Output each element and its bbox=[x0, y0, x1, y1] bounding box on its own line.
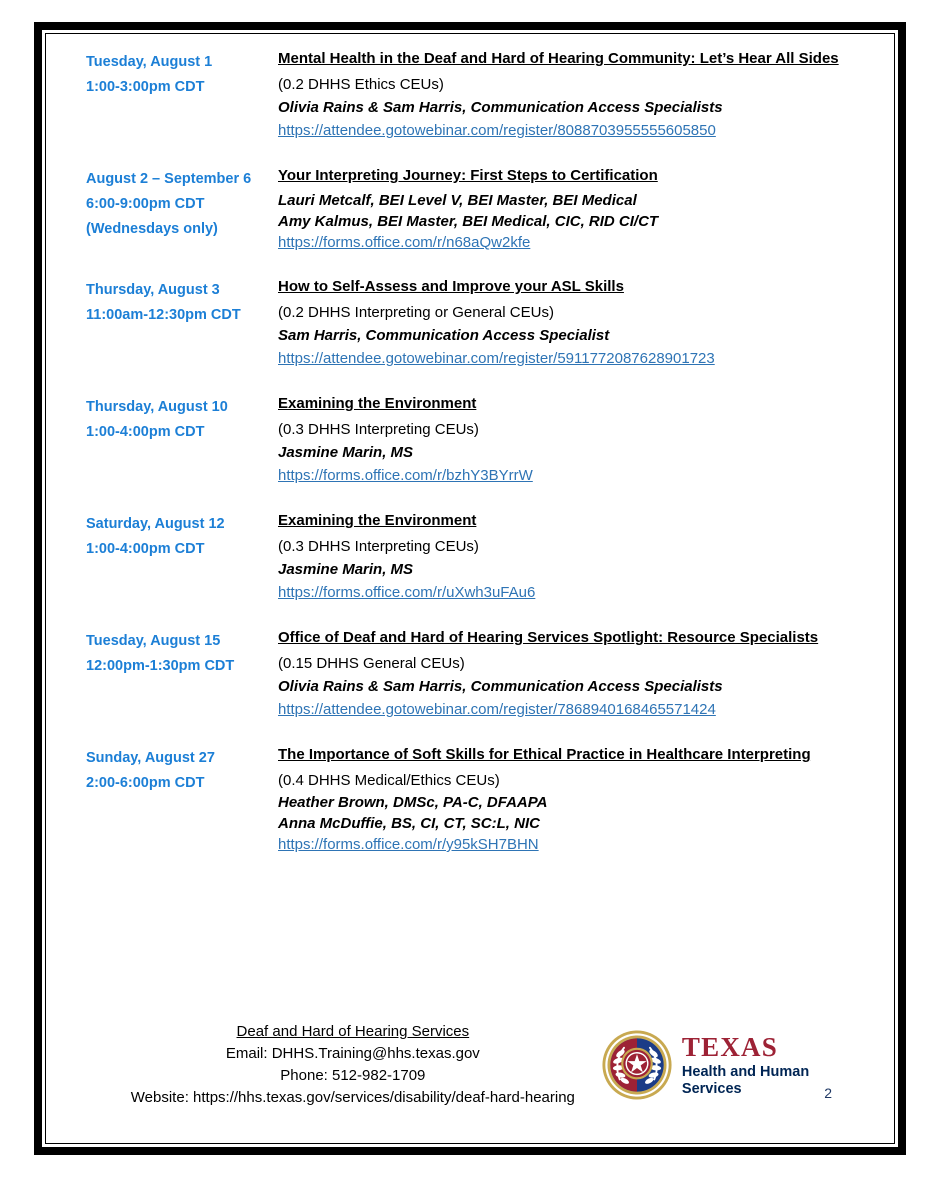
event-list bbox=[86, 48, 876, 856]
event-title: Mental Health in the Deaf and Hard of Hearing Community: Let’s Hear All Sides bbox=[278, 50, 839, 67]
page-footer bbox=[46, 1021, 894, 1109]
event-row bbox=[86, 627, 876, 722]
texas-state-seal-icon bbox=[601, 1029, 673, 1101]
event-when-line: Tuesday, August 15 bbox=[86, 633, 221, 649]
event-presenter: Amy Kalmus, BEI Master, BEI Medical, CIC, RID CI/CT bbox=[278, 213, 659, 230]
event-row bbox=[86, 393, 876, 488]
footer-row bbox=[46, 1021, 894, 1109]
event-presenter: Jasmine Marin, MS bbox=[278, 561, 414, 578]
event-details bbox=[278, 165, 876, 254]
page-inner-border bbox=[45, 33, 895, 1144]
event-details bbox=[278, 510, 876, 605]
footer-contact-block bbox=[131, 1021, 575, 1109]
event-date-time bbox=[86, 510, 278, 562]
texas-hhs-logo bbox=[601, 1029, 809, 1101]
event-title: Examining the Environment bbox=[278, 512, 477, 529]
logo-line1-text: Health and Human bbox=[681, 1063, 810, 1080]
event-when-line: Saturday, August 12 bbox=[86, 516, 225, 532]
footer-website: Website: https://hhs.texas.gov/services/disability/deaf-hard-hearing bbox=[130, 1089, 575, 1106]
event-details bbox=[278, 627, 876, 722]
logo-texas-text: TEXAS bbox=[681, 1031, 778, 1062]
event-presenter: Jasmine Marin, MS bbox=[278, 444, 414, 461]
event-date-time bbox=[86, 276, 278, 328]
event-row bbox=[86, 276, 876, 371]
event-ceu-credits: (0.2 DHHS Interpreting or General CEUs) bbox=[278, 304, 554, 321]
event-date-time bbox=[86, 165, 278, 242]
footer-phone: Phone: 512-982-1709 bbox=[280, 1067, 426, 1084]
event-when-line: 12:00pm-1:30pm CDT bbox=[86, 658, 235, 674]
event-title: Examining the Environment bbox=[278, 395, 477, 412]
event-title: Office of Deaf and Hard of Hearing Services Spotlight: Resource Specialists bbox=[278, 629, 819, 646]
event-ceu-credits: (0.3 DHHS Interpreting CEUs) bbox=[278, 538, 479, 555]
event-details bbox=[278, 276, 876, 371]
event-title: Your Interpreting Journey: First Steps to Certification bbox=[278, 167, 658, 184]
event-when-line: (Wednesdays only) bbox=[86, 221, 218, 237]
logo-line2-text: Services bbox=[681, 1081, 742, 1097]
event-when-line: Thursday, August 10 bbox=[86, 399, 228, 415]
event-row bbox=[86, 165, 876, 254]
footer-organization: Deaf and Hard of Hearing Services bbox=[236, 1023, 470, 1040]
event-ceu-credits: (0.3 DHHS Interpreting CEUs) bbox=[278, 421, 479, 438]
logo-wordmark bbox=[681, 1031, 810, 1097]
event-row bbox=[86, 510, 876, 605]
event-details bbox=[278, 393, 876, 488]
event-presenter: Sam Harris, Communication Access Specialist bbox=[278, 327, 610, 344]
event-when-line: 2:00-6:00pm CDT bbox=[86, 775, 205, 791]
event-details bbox=[278, 48, 876, 143]
event-when-line: August 2 – September 6 bbox=[86, 171, 252, 187]
page-content bbox=[46, 34, 894, 1143]
event-date-time bbox=[86, 627, 278, 679]
event-registration-link[interactable]: https://attendee.gotowebinar.com/register/7868940168465571424 bbox=[278, 701, 716, 718]
event-when-line: 1:00-4:00pm CDT bbox=[86, 541, 205, 557]
event-title: How to Self-Assess and Improve your ASL Skills bbox=[278, 278, 624, 295]
event-registration-link[interactable]: https://forms.office.com/r/n68aQw2kfe bbox=[278, 234, 531, 251]
event-presenter: Anna McDuffie, BS, CI, CT, SC:L, NIC bbox=[278, 815, 540, 832]
event-when-line: Tuesday, August 1 bbox=[86, 54, 213, 70]
event-details bbox=[278, 744, 876, 856]
event-date-time bbox=[86, 393, 278, 445]
event-ceu-credits: (0.4 DHHS Medical/Ethics CEUs) bbox=[278, 772, 500, 789]
event-registration-link[interactable]: https://attendee.gotowebinar.com/register/8088703955555605850 bbox=[278, 122, 716, 139]
event-date-time bbox=[86, 48, 278, 100]
event-title: The Importance of Soft Skills for Ethical Practice in Healthcare Interpreting bbox=[278, 746, 811, 763]
event-when-line: Thursday, August 3 bbox=[86, 282, 220, 298]
event-registration-link[interactable]: https://forms.office.com/r/y95kSH7BHN bbox=[278, 836, 539, 853]
event-presenter: Heather Brown, DMSc, PA-C, DFAAPA bbox=[278, 794, 548, 811]
event-ceu-credits: (0.2 DHHS Ethics CEUs) bbox=[278, 76, 444, 93]
event-when-line: 1:00-4:00pm CDT bbox=[86, 424, 205, 440]
event-when-line: 6:00-9:00pm CDT bbox=[86, 196, 205, 212]
event-presenter: Olivia Rains & Sam Harris, Communication Access Specialists bbox=[278, 99, 723, 116]
event-date-time bbox=[86, 744, 278, 796]
footer-email: Email: DHHS.Training@hhs.texas.gov bbox=[225, 1045, 480, 1062]
event-row bbox=[86, 744, 876, 856]
event-when-line: 1:00-3:00pm CDT bbox=[86, 79, 205, 95]
event-presenter: Olivia Rains & Sam Harris, Communication Access Specialists bbox=[278, 678, 723, 695]
event-when-line: Sunday, August 27 bbox=[86, 750, 215, 766]
event-presenter: Lauri Metcalf, BEI Level V, BEI Master, BEI Medical bbox=[278, 192, 637, 209]
event-registration-link[interactable]: https://forms.office.com/r/bzhY3BYrrW bbox=[278, 467, 533, 484]
event-registration-link[interactable]: https://attendee.gotowebinar.com/register/5911772087628901723 bbox=[278, 350, 715, 367]
event-row bbox=[86, 48, 876, 143]
event-registration-link[interactable]: https://forms.office.com/r/uXwh3uFAu6 bbox=[278, 584, 536, 601]
event-ceu-credits: (0.15 DHHS General CEUs) bbox=[278, 655, 465, 672]
page-number: 2 bbox=[824, 1085, 832, 1101]
page-border-frame bbox=[34, 22, 906, 1155]
event-when-line: 11:00am-12:30pm CDT bbox=[86, 307, 241, 323]
